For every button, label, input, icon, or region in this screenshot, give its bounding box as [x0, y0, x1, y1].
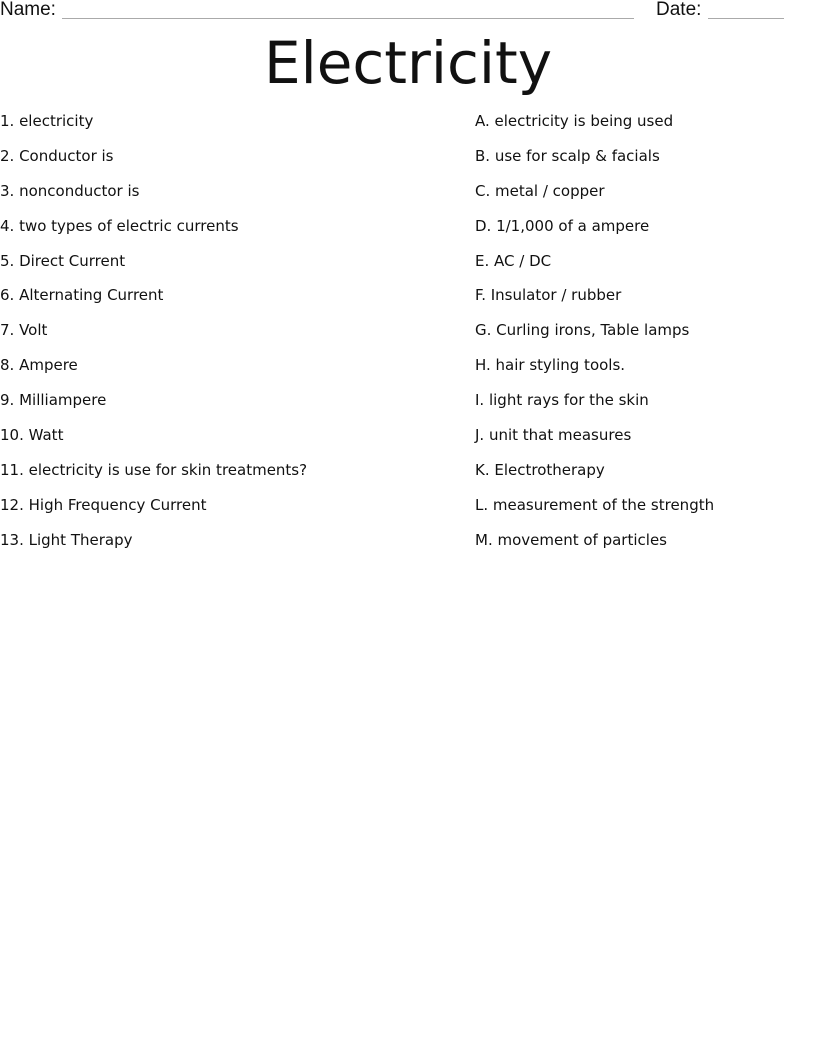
answer-item: K. Electrotherapy	[475, 460, 605, 479]
name-label: Name:	[0, 0, 56, 20]
answer-item: L. measurement of the strength	[475, 495, 715, 514]
question-item: 5. Direct Current	[0, 251, 126, 270]
page-title: Electricity	[263, 29, 553, 97]
answer-list	[475, 110, 815, 564]
question-item: 11. electricity is use for skin treatments?	[0, 460, 308, 479]
question-item: 4. two types of electric currents	[0, 216, 239, 235]
answer-item: H. hair styling tools.	[475, 356, 626, 375]
question-item: 8. Ampere	[0, 356, 78, 375]
answer-item: E. AC / DC	[475, 251, 552, 270]
worksheet-header	[0, 0, 816, 24]
date-line[interactable]	[708, 18, 784, 19]
question-item: 7. Volt	[0, 321, 48, 340]
question-item: 10. Watt	[0, 426, 64, 445]
date-label: Date:	[656, 0, 702, 20]
question-item: 2. Conductor is	[0, 146, 114, 165]
answer-item: B. use for scalp & facials	[475, 146, 660, 165]
answer-item: F. Insulator / rubber	[475, 286, 622, 305]
answer-item: A. electricity is being used	[475, 112, 674, 130]
question-item: 1. electricity	[0, 112, 94, 130]
question-item: 9. Milliampere	[0, 391, 107, 410]
name-line[interactable]	[62, 18, 634, 19]
answer-item: M. movement of particles	[475, 530, 667, 549]
answer-item: C. metal / copper	[475, 181, 605, 200]
answer-item: I. light rays for the skin	[475, 391, 649, 410]
question-item: 3. nonconductor is	[0, 181, 140, 200]
question-list	[0, 110, 460, 564]
question-item: 13. Light Therapy	[0, 530, 133, 549]
answer-item: J. unit that measures	[475, 426, 632, 445]
answer-item: G. Curling irons, Table lamps	[475, 321, 690, 340]
answer-item: D. 1/1,000 of a ampere	[475, 216, 650, 235]
question-item: 12. High Frequency Current	[0, 495, 207, 514]
question-item: 6. Alternating Current	[0, 286, 164, 305]
